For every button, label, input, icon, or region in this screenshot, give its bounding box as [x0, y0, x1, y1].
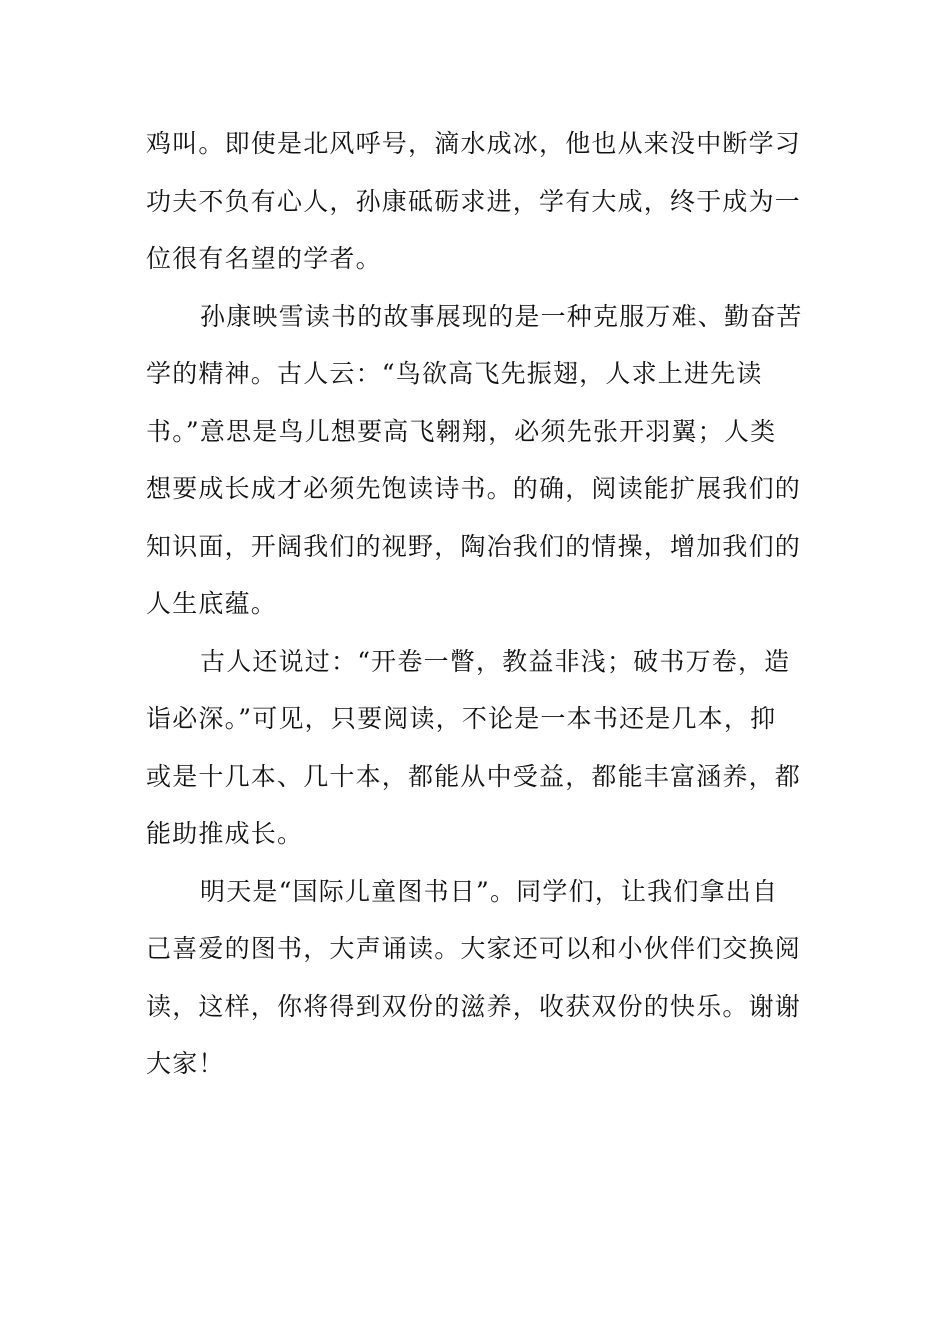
text-line: 己喜爱的图书，大声诵读。大家还可以和小伙伴们交换阅: [146, 934, 802, 963]
text-line: 或是十几本、几十本，都能从中受益，都能丰富涵养，都: [146, 761, 802, 791]
text-line: 能助推成长。: [146, 819, 304, 848]
text-line: 位很有名望的学者。: [146, 244, 382, 273]
text-line: 鸡叫。即使是北风呼号，滴水成冰，他也从来没中断学习: [146, 129, 802, 158]
text-line: 大家！: [146, 1049, 225, 1078]
text-line: 想要成长成才必须先饱读诗书。的确，阅读能扩展我们的: [146, 474, 802, 503]
document-body: [146, 115, 806, 1093]
paragraph-first-line: 孙康映雪读书的故事展现的是一种克服万难、勤奋苦: [200, 301, 803, 331]
text-line: 学的精神。古人云：“鸟欲高飞先振翅，人求上进先读: [146, 359, 763, 388]
text-line: 书。”意思是鸟儿想要高飞翱翔，必须先张开羽翼；人类: [146, 416, 777, 446]
text-line: 知识面，开阔我们的视野，陶冶我们的情操，增加我们的: [146, 531, 802, 561]
text-line: 人生底蕴。: [146, 589, 278, 618]
paragraph-first-line: 古人还说过：“开卷一瞥，教益非浅；破书万卷，造: [200, 646, 791, 676]
text-line: 诣必深。”可见，只要阅读，不论是一本书还是几本，抑: [146, 704, 777, 733]
text-line: 读，这样，你将得到双份的滋养，收获双份的快乐。谢谢: [146, 991, 802, 1021]
paragraph-first-line: 明天是“国际儿童图书日”。同学们，让我们拿出自: [200, 876, 779, 906]
text-line: 功夫不负有心人，孙康砥砺求进，学有大成，终于成为一: [146, 186, 802, 216]
